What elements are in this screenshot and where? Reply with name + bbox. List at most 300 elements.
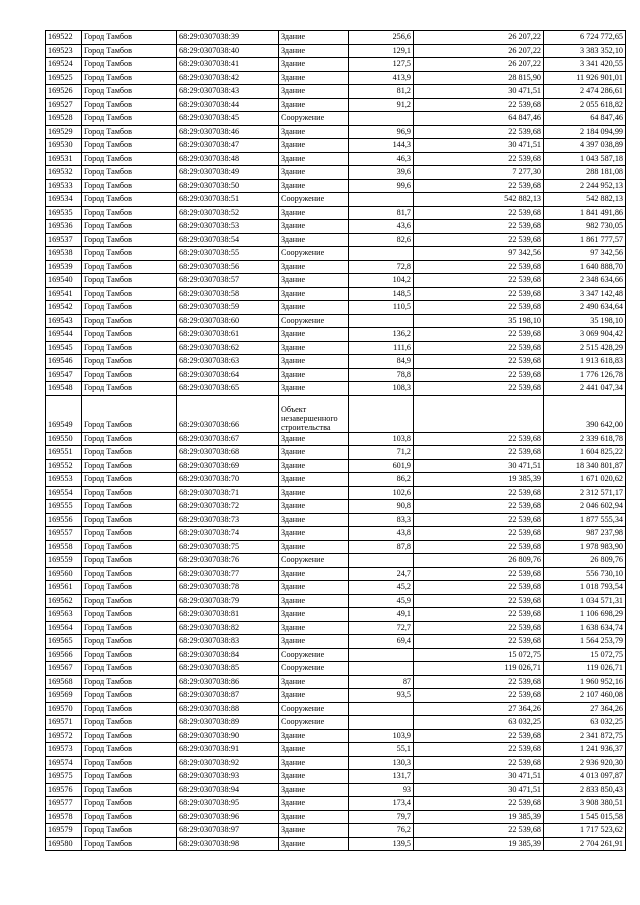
area-cell: 78,8 <box>349 368 414 382</box>
table-row <box>46 274 626 288</box>
cadastral-number-cell: 68:29:0307038:69 <box>177 459 279 473</box>
municipality-cell: Город Тамбов <box>82 274 177 288</box>
cadastral-number-cell: 68:29:0307038:49 <box>177 166 279 180</box>
cadastral-number-cell: 68:29:0307038:90 <box>177 729 279 743</box>
area-cell: 46,3 <box>349 152 414 166</box>
specific-value-cell: 22 539,68 <box>414 301 544 315</box>
object-type-cell: Здание <box>279 635 349 649</box>
municipality-cell: Город Тамбов <box>82 689 177 703</box>
object-type-cell: Здание <box>279 824 349 838</box>
specific-value-cell: 22 539,68 <box>414 743 544 757</box>
specific-value-cell: 22 539,68 <box>414 432 544 446</box>
cadastral-value-cell: 3 383 352,10 <box>544 44 626 58</box>
specific-value-cell: 22 539,68 <box>414 274 544 288</box>
object-type-cell: Здание <box>279 152 349 166</box>
object-type-cell: Здание <box>279 513 349 527</box>
specific-value-cell: 22 539,68 <box>414 567 544 581</box>
object-type-cell: Здание <box>279 125 349 139</box>
row-number-cell: 169540 <box>46 274 82 288</box>
area-cell <box>349 702 414 716</box>
cadastral-value-cell: 18 340 801,87 <box>544 459 626 473</box>
specific-value-cell: 22 539,68 <box>414 500 544 514</box>
area-cell: 24,7 <box>349 567 414 581</box>
row-number-cell: 169577 <box>46 797 82 811</box>
table-row <box>46 382 626 396</box>
table-row <box>46 341 626 355</box>
municipality-cell: Город Тамбов <box>82 260 177 274</box>
municipality-cell: Город Тамбов <box>82 513 177 527</box>
row-number-cell: 169537 <box>46 233 82 247</box>
table-row <box>46 85 626 99</box>
specific-value-cell: 22 539,68 <box>414 233 544 247</box>
row-number-cell: 169545 <box>46 341 82 355</box>
specific-value-cell: 22 539,68 <box>414 594 544 608</box>
cadastral-value-cell: 542 882,13 <box>544 193 626 207</box>
row-number-cell: 169573 <box>46 743 82 757</box>
object-type-cell: Здание <box>279 486 349 500</box>
specific-value-cell: 22 539,68 <box>414 125 544 139</box>
area-cell: 87,8 <box>349 540 414 554</box>
table-row <box>46 702 626 716</box>
cadastral-number-cell: 68:29:0307038:55 <box>177 247 279 261</box>
cadastral-number-cell: 68:29:0307038:74 <box>177 527 279 541</box>
object-type-cell: Здание <box>279 368 349 382</box>
cadastral-number-cell: 68:29:0307038:50 <box>177 179 279 193</box>
object-type-cell: Здание <box>279 220 349 234</box>
area-cell: 71,2 <box>349 446 414 460</box>
cadastral-number-cell: 68:29:0307038:43 <box>177 85 279 99</box>
cadastral-value-cell: 556 730,10 <box>544 567 626 581</box>
municipality-cell: Город Тамбов <box>82 567 177 581</box>
municipality-cell: Город Тамбов <box>82 797 177 811</box>
specific-value-cell: 22 539,68 <box>414 824 544 838</box>
table-row <box>46 648 626 662</box>
municipality-cell: Город Тамбов <box>82 166 177 180</box>
row-number-cell: 169524 <box>46 58 82 72</box>
table-row <box>46 166 626 180</box>
municipality-cell: Город Тамбов <box>82 810 177 824</box>
specific-value-cell: 22 539,68 <box>414 260 544 274</box>
municipality-cell: Город Тамбов <box>82 621 177 635</box>
area-cell: 45,2 <box>349 581 414 595</box>
area-cell <box>349 648 414 662</box>
specific-value-cell: 22 539,68 <box>414 206 544 220</box>
table-row <box>46 58 626 72</box>
cadastral-number-cell: 68:29:0307038:45 <box>177 112 279 126</box>
cadastral-value-cell: 1 671 020,62 <box>544 473 626 487</box>
cadastral-value-cell: 1 106 698,29 <box>544 608 626 622</box>
table-row <box>46 432 626 446</box>
table-row <box>46 206 626 220</box>
row-number-cell: 169558 <box>46 540 82 554</box>
object-type-cell: Здание <box>279 608 349 622</box>
table-row <box>46 179 626 193</box>
cadastral-number-cell: 68:29:0307038:47 <box>177 139 279 153</box>
table-row <box>46 71 626 85</box>
cadastral-value-cell: 1 545 015,58 <box>544 810 626 824</box>
area-cell: 96,9 <box>349 125 414 139</box>
municipality-cell: Город Тамбов <box>82 98 177 112</box>
object-type-cell: Здание <box>279 689 349 703</box>
cadastral-number-cell: 68:29:0307038:77 <box>177 567 279 581</box>
table-row <box>46 716 626 730</box>
specific-value-cell: 22 539,68 <box>414 328 544 342</box>
specific-value-cell: 542 882,13 <box>414 193 544 207</box>
area-cell: 104,2 <box>349 274 414 288</box>
row-number-cell: 169546 <box>46 355 82 369</box>
municipality-cell: Город Тамбов <box>82 743 177 757</box>
row-number-cell: 169549 <box>46 395 82 432</box>
row-number-cell: 169571 <box>46 716 82 730</box>
municipality-cell: Город Тамбов <box>82 608 177 622</box>
table-row <box>46 675 626 689</box>
cadastral-value-cell: 3 069 904,42 <box>544 328 626 342</box>
cadastral-value-cell: 1 640 888,70 <box>544 260 626 274</box>
row-number-cell: 169561 <box>46 581 82 595</box>
cadastral-number-cell: 68:29:0307038:93 <box>177 770 279 784</box>
specific-value-cell: 22 539,68 <box>414 486 544 500</box>
object-type-cell: Здание <box>279 328 349 342</box>
cadastral-number-cell: 68:29:0307038:94 <box>177 783 279 797</box>
cadastral-number-cell: 68:29:0307038:60 <box>177 314 279 328</box>
area-cell: 43,6 <box>349 220 414 234</box>
object-type-cell: Здание <box>279 675 349 689</box>
row-number-cell: 169551 <box>46 446 82 460</box>
row-number-cell: 169536 <box>46 220 82 234</box>
municipality-cell: Город Тамбов <box>82 824 177 838</box>
row-number-cell: 169542 <box>46 301 82 315</box>
municipality-cell: Город Тамбов <box>82 125 177 139</box>
table-row <box>46 527 626 541</box>
specific-value-cell: 22 539,68 <box>414 220 544 234</box>
cadastral-value-cell: 390 642,00 <box>544 395 626 432</box>
table-row <box>46 247 626 261</box>
cadastral-number-cell: 68:29:0307038:73 <box>177 513 279 527</box>
area-cell: 79,7 <box>349 810 414 824</box>
municipality-cell: Город Тамбов <box>82 85 177 99</box>
cadastral-value-cell: 2 055 618,82 <box>544 98 626 112</box>
table-row <box>46 459 626 473</box>
municipality-cell: Город Тамбов <box>82 581 177 595</box>
municipality-cell: Город Тамбов <box>82 341 177 355</box>
table-row <box>46 233 626 247</box>
cadastral-number-cell: 68:29:0307038:68 <box>177 446 279 460</box>
cadastral-number-cell: 68:29:0307038:40 <box>177 44 279 58</box>
row-number-cell: 169530 <box>46 139 82 153</box>
cadastral-number-cell: 68:29:0307038:95 <box>177 797 279 811</box>
area-cell: 173,4 <box>349 797 414 811</box>
cadastral-value-cell: 3 341 420,55 <box>544 58 626 72</box>
specific-value-cell: 28 815,90 <box>414 71 544 85</box>
municipality-cell: Город Тамбов <box>82 648 177 662</box>
area-cell: 93,5 <box>349 689 414 703</box>
cadastral-value-cell: 1 776 126,78 <box>544 368 626 382</box>
municipality-cell: Город Тамбов <box>82 783 177 797</box>
object-type-cell: Здание <box>279 274 349 288</box>
object-type-cell: Здание <box>279 770 349 784</box>
specific-value-cell: 30 471,51 <box>414 85 544 99</box>
area-cell: 103,9 <box>349 729 414 743</box>
table-row <box>46 797 626 811</box>
specific-value-cell: 22 539,68 <box>414 581 544 595</box>
cadastral-number-cell: 68:29:0307038:44 <box>177 98 279 112</box>
specific-value-cell: 64 847,46 <box>414 112 544 126</box>
specific-value-cell: 22 539,68 <box>414 513 544 527</box>
object-type-cell: Здание <box>279 567 349 581</box>
object-type-cell: Здание <box>279 797 349 811</box>
area-cell <box>349 662 414 676</box>
cadastral-value-cell: 1 861 777,57 <box>544 233 626 247</box>
row-number-cell: 169569 <box>46 689 82 703</box>
specific-value-cell: 22 539,68 <box>414 608 544 622</box>
municipality-cell: Город Тамбов <box>82 527 177 541</box>
row-number-cell: 169531 <box>46 152 82 166</box>
area-cell: 55,1 <box>349 743 414 757</box>
row-number-cell: 169526 <box>46 85 82 99</box>
specific-value-cell: 119 026,71 <box>414 662 544 676</box>
specific-value-cell: 22 539,68 <box>414 527 544 541</box>
row-number-cell: 169541 <box>46 287 82 301</box>
cadastral-value-cell: 982 730,05 <box>544 220 626 234</box>
cadastral-number-cell: 68:29:0307038:67 <box>177 432 279 446</box>
row-number-cell: 169529 <box>46 125 82 139</box>
specific-value-cell: 22 539,68 <box>414 368 544 382</box>
table-row <box>46 554 626 568</box>
area-cell <box>349 193 414 207</box>
specific-value-cell: 30 471,51 <box>414 459 544 473</box>
municipality-cell: Город Тамбов <box>82 152 177 166</box>
cadastral-number-cell: 68:29:0307038:59 <box>177 301 279 315</box>
area-cell <box>349 247 414 261</box>
cadastral-number-cell: 68:29:0307038:82 <box>177 621 279 635</box>
cadastral-number-cell: 68:29:0307038:58 <box>177 287 279 301</box>
area-cell <box>349 112 414 126</box>
cadastral-number-cell: 68:29:0307038:81 <box>177 608 279 622</box>
table-row <box>46 689 626 703</box>
specific-value-cell: 30 471,51 <box>414 783 544 797</box>
cadastral-number-cell: 68:29:0307038:79 <box>177 594 279 608</box>
table-row <box>46 729 626 743</box>
cadastral-number-cell: 68:29:0307038:75 <box>177 540 279 554</box>
municipality-cell: Город Тамбов <box>82 675 177 689</box>
area-cell: 69,4 <box>349 635 414 649</box>
specific-value-cell <box>414 395 544 432</box>
table-row <box>46 368 626 382</box>
cadastral-number-cell: 68:29:0307038:57 <box>177 274 279 288</box>
municipality-cell: Город Тамбов <box>82 500 177 514</box>
object-type-cell: Здание <box>279 621 349 635</box>
row-number-cell: 169523 <box>46 44 82 58</box>
specific-value-cell: 22 539,68 <box>414 756 544 770</box>
area-cell: 84,9 <box>349 355 414 369</box>
cadastral-number-cell: 68:29:0307038:96 <box>177 810 279 824</box>
object-type-cell: Здание <box>279 743 349 757</box>
table-row <box>46 567 626 581</box>
table-row <box>46 662 626 676</box>
object-type-cell: Сооружение <box>279 716 349 730</box>
specific-value-cell: 19 385,39 <box>414 473 544 487</box>
municipality-cell: Город Тамбов <box>82 71 177 85</box>
cadastral-value-cell: 2 704 261,91 <box>544 837 626 851</box>
specific-value-cell: 22 539,68 <box>414 179 544 193</box>
cadastral-value-cell: 2 936 920,30 <box>544 756 626 770</box>
area-cell: 256,6 <box>349 31 414 45</box>
object-type-cell: Сооружение <box>279 648 349 662</box>
cadastral-value-cell: 15 072,75 <box>544 648 626 662</box>
object-type-cell: Здание <box>279 729 349 743</box>
area-cell: 144,3 <box>349 139 414 153</box>
row-number-cell: 169550 <box>46 432 82 446</box>
cadastral-number-cell: 68:29:0307038:92 <box>177 756 279 770</box>
specific-value-cell: 22 539,68 <box>414 635 544 649</box>
cadastral-value-cell: 64 847,46 <box>544 112 626 126</box>
cadastral-number-cell: 68:29:0307038:39 <box>177 31 279 45</box>
object-type-cell: Здание <box>279 206 349 220</box>
table-row <box>46 446 626 460</box>
area-cell: 130,3 <box>349 756 414 770</box>
table-row <box>46 395 626 432</box>
cadastral-number-cell: 68:29:0307038:53 <box>177 220 279 234</box>
specific-value-cell: 30 471,51 <box>414 770 544 784</box>
area-cell: 148,5 <box>349 287 414 301</box>
row-number-cell: 169552 <box>46 459 82 473</box>
municipality-cell: Город Тамбов <box>82 395 177 432</box>
cadastral-number-cell: 68:29:0307038:48 <box>177 152 279 166</box>
row-number-cell: 169539 <box>46 260 82 274</box>
cadastral-number-cell: 68:29:0307038:64 <box>177 368 279 382</box>
table-row <box>46 594 626 608</box>
row-number-cell: 169565 <box>46 635 82 649</box>
municipality-cell: Город Тамбов <box>82 662 177 676</box>
object-type-cell: Здание <box>279 432 349 446</box>
row-number-cell: 169579 <box>46 824 82 838</box>
specific-value-cell: 19 385,39 <box>414 810 544 824</box>
table-row <box>46 513 626 527</box>
row-number-cell: 169534 <box>46 193 82 207</box>
table-row <box>46 314 626 328</box>
cadastral-value-cell: 1 604 825,22 <box>544 446 626 460</box>
area-cell: 139,5 <box>349 837 414 851</box>
area-cell: 82,6 <box>349 233 414 247</box>
cadastral-value-cell: 1 913 618,83 <box>544 355 626 369</box>
object-type-cell: Здание <box>279 44 349 58</box>
cadastral-value-cell: 2 490 634,64 <box>544 301 626 315</box>
object-type-cell: Здание <box>279 179 349 193</box>
row-number-cell: 169572 <box>46 729 82 743</box>
table-row <box>46 473 626 487</box>
municipality-cell: Город Тамбов <box>82 473 177 487</box>
cadastral-value-cell: 35 198,10 <box>544 314 626 328</box>
specific-value-cell: 22 539,68 <box>414 341 544 355</box>
table-row <box>46 139 626 153</box>
row-number-cell: 169567 <box>46 662 82 676</box>
municipality-cell: Город Тамбов <box>82 702 177 716</box>
object-type-cell: Сооружение <box>279 112 349 126</box>
area-cell: 76,2 <box>349 824 414 838</box>
specific-value-cell: 15 072,75 <box>414 648 544 662</box>
area-cell: 111,6 <box>349 341 414 355</box>
table-row <box>46 328 626 342</box>
table-row <box>46 152 626 166</box>
row-number-cell: 169562 <box>46 594 82 608</box>
table-row <box>46 355 626 369</box>
cadastral-value-cell: 1 717 523,62 <box>544 824 626 838</box>
cadastral-value-cell: 2 441 047,34 <box>544 382 626 396</box>
object-type-cell: Здание <box>279 527 349 541</box>
cadastral-number-cell: 68:29:0307038:89 <box>177 716 279 730</box>
row-number-cell: 169576 <box>46 783 82 797</box>
table-row <box>46 756 626 770</box>
municipality-cell: Город Тамбов <box>82 446 177 460</box>
object-type-cell: Здание <box>279 301 349 315</box>
area-cell: 87 <box>349 675 414 689</box>
table-body <box>46 31 626 851</box>
cadastral-value-cell: 4 013 097,87 <box>544 770 626 784</box>
row-number-cell: 169535 <box>46 206 82 220</box>
municipality-cell: Город Тамбов <box>82 355 177 369</box>
cadastral-value-cell: 2 184 094,99 <box>544 125 626 139</box>
cadastral-value-cell: 3 347 142,48 <box>544 287 626 301</box>
municipality-cell: Город Тамбов <box>82 382 177 396</box>
specific-value-cell: 35 198,10 <box>414 314 544 328</box>
municipality-cell: Город Тамбов <box>82 432 177 446</box>
row-number-cell: 169544 <box>46 328 82 342</box>
row-number-cell: 169528 <box>46 112 82 126</box>
municipality-cell: Город Тамбов <box>82 206 177 220</box>
area-cell <box>349 716 414 730</box>
municipality-cell: Город Тамбов <box>82 301 177 315</box>
table-row <box>46 500 626 514</box>
cadastral-value-cell: 63 032,25 <box>544 716 626 730</box>
row-number-cell: 169538 <box>46 247 82 261</box>
row-number-cell: 169557 <box>46 527 82 541</box>
object-type-cell: Здание <box>279 98 349 112</box>
table-row <box>46 837 626 851</box>
area-cell: 81,7 <box>349 206 414 220</box>
municipality-cell: Город Тамбов <box>82 31 177 45</box>
municipality-cell: Город Тамбов <box>82 486 177 500</box>
row-number-cell: 169522 <box>46 31 82 45</box>
cadastral-value-cell: 2 348 634,66 <box>544 274 626 288</box>
cadastral-value-cell: 1 877 555,34 <box>544 513 626 527</box>
table-row <box>46 220 626 234</box>
specific-value-cell: 26 207,22 <box>414 44 544 58</box>
area-cell: 86,2 <box>349 473 414 487</box>
municipality-cell: Город Тамбов <box>82 635 177 649</box>
specific-value-cell: 22 539,68 <box>414 689 544 703</box>
object-type-cell: Здание <box>279 355 349 369</box>
cadastral-value-cell: 4 397 038,89 <box>544 139 626 153</box>
cadastral-number-cell: 68:29:0307038:83 <box>177 635 279 649</box>
cadastral-value-cell: 27 364,26 <box>544 702 626 716</box>
cadastral-number-cell: 68:29:0307038:61 <box>177 328 279 342</box>
area-cell: 129,1 <box>349 44 414 58</box>
area-cell: 91,2 <box>349 98 414 112</box>
object-type-cell: Сооружение <box>279 247 349 261</box>
cadastral-value-cell: 2 339 618,78 <box>544 432 626 446</box>
area-cell <box>349 554 414 568</box>
municipality-cell: Город Тамбов <box>82 314 177 328</box>
municipality-cell: Город Тамбов <box>82 540 177 554</box>
cadastral-value-cell: 2 046 602,94 <box>544 500 626 514</box>
cadastral-number-cell: 68:29:0307038:65 <box>177 382 279 396</box>
cadastral-value-cell: 2 312 571,17 <box>544 486 626 500</box>
cadastral-value-cell: 97 342,56 <box>544 247 626 261</box>
area-cell: 49,1 <box>349 608 414 622</box>
table-row <box>46 260 626 274</box>
cadastral-number-cell: 68:29:0307038:52 <box>177 206 279 220</box>
cadastral-number-cell: 68:29:0307038:98 <box>177 837 279 851</box>
